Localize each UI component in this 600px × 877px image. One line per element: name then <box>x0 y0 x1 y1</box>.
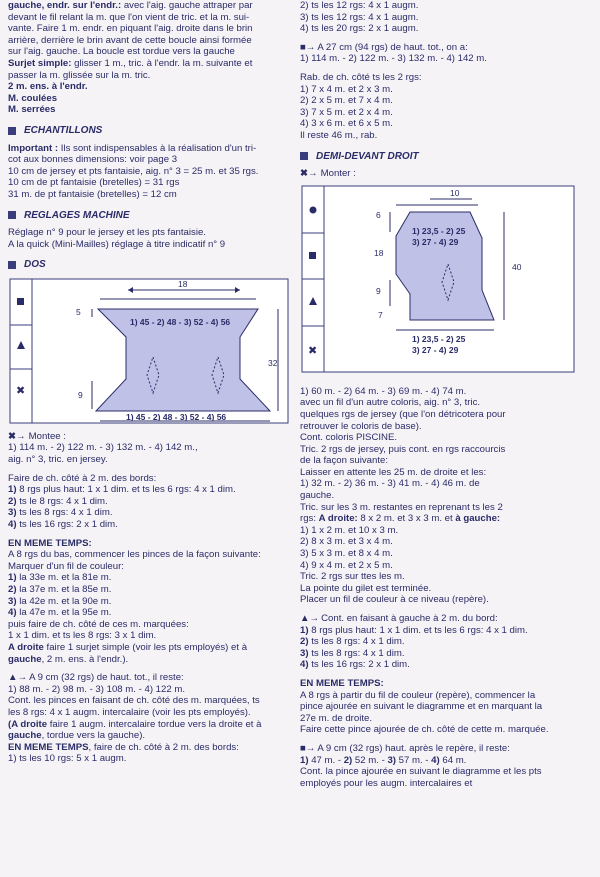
text-line <box>8 642 290 654</box>
bold-text: 2) <box>8 495 17 507</box>
square-marker-icon <box>309 252 316 259</box>
text: 8 x 2 m. et 3 x 3 m. et <box>357 513 456 525</box>
text-line <box>300 536 592 548</box>
demi-left-9: 9 <box>376 285 381 296</box>
arrow-icon: ■→ <box>300 742 316 754</box>
text: A 9 cm (32 rgs) haut. après le repère, il reste: <box>317 742 510 754</box>
text: avec un fil d'un autre coloris, aig. n° 3, tric. <box>300 397 481 409</box>
spacer <box>300 35 592 42</box>
text: 1) 7 x 4 m. et 2 x 3 m. <box>300 83 393 95</box>
section-title: DOS <box>24 259 46 271</box>
text-line <box>300 701 592 713</box>
text: puis faire de ch. côté de ces m. marquées: <box>8 618 189 630</box>
text: 10 cm de jersey et pts fantaisie, aig. n° 3 = 25 m. et 35 rgs. <box>8 165 259 177</box>
spacer <box>300 65 592 72</box>
text-line <box>8 672 290 684</box>
text: Cont. les pinces en faisant de ch. côté des m. marquées, ts <box>8 695 260 707</box>
text-line <box>300 594 592 606</box>
text-line <box>300 571 592 583</box>
spacer <box>8 531 290 538</box>
spacer <box>300 736 592 743</box>
text: 4) ts les 20 rgs: 2 x 1 augm. <box>300 23 419 35</box>
text-line <box>8 549 290 561</box>
square-marker-icon <box>17 298 24 305</box>
demi-devant-instructions <box>300 386 592 790</box>
right-column <box>300 0 592 789</box>
text: , tordue vers la gauche). <box>41 730 146 742</box>
dos-top-width: 18 <box>178 278 188 289</box>
bold-text: Surjet simple: <box>8 57 72 69</box>
text: , faire de ch. côté à 2 m. des bords: <box>88 741 239 753</box>
text: Marquer d'un fil de couleur: <box>8 560 124 572</box>
text-line <box>300 72 592 84</box>
demi-top-label-1: 1) 23,5 - 2) 25 <box>412 225 466 236</box>
text-line <box>300 118 592 130</box>
text-line <box>8 538 290 550</box>
text: avec l'aig. gauche attraper par <box>121 0 253 11</box>
text-line <box>300 0 592 12</box>
text: 1) 114 m. - 2) 122 m. - 3) 132 m. - 4) 142 m. <box>300 53 487 65</box>
text: 1) 32 m. - 2) 36 m. - 3) 41 m. - 4) 46 m. de <box>300 478 480 490</box>
text-line <box>8 454 290 466</box>
text: Rab. de ch. côté ts les 2 rgs: <box>300 71 422 83</box>
bold-text: EN MEME TEMPS: <box>8 537 92 549</box>
dos-diagram <box>8 277 290 425</box>
text-line <box>8 753 290 765</box>
bold-text: 1) <box>300 624 309 636</box>
text: glisser 1 m., tric. à l'endr. la m. suivante et <box>71 57 253 69</box>
text: 3) 5 x 3 m. et 8 x 4 m. <box>300 548 393 560</box>
text-line <box>300 53 592 65</box>
text-line <box>8 730 290 742</box>
text-line <box>8 519 290 531</box>
text-line <box>300 421 592 433</box>
text-line <box>8 177 290 189</box>
text-line <box>300 42 592 54</box>
section-title: REGLAGES MACHINE <box>24 209 130 221</box>
demi-height: 40 <box>512 261 522 272</box>
text-line <box>300 467 592 479</box>
text-line <box>8 619 290 631</box>
text-line <box>8 227 290 239</box>
text: 4) 3 x 6 m. et 6 x 5 m. <box>300 118 393 130</box>
text-line <box>300 636 592 648</box>
text: 3) ts les 12 rgs: 4 x 1 augm. <box>300 11 419 23</box>
bold-text: M. serrées <box>8 104 56 116</box>
dos-height: 32 <box>268 357 278 368</box>
text: 4) 9 x 4 m. et 2 x 5 m. <box>300 559 393 571</box>
text-line <box>8 496 290 508</box>
bold-text: M. coulées <box>8 92 58 104</box>
text: 1 x 1 dim. et ts les 8 rgs: 3 x 1 dim. <box>8 630 157 642</box>
text-line <box>8 584 290 596</box>
text: Cont. en faisant à gauche à 2 m. du bord: <box>321 613 498 624</box>
text: 10 cm de pt fantaisie (bretelles) = 31 rgs <box>8 177 180 189</box>
monter-label: Monter : <box>320 168 356 180</box>
text-line <box>8 507 290 519</box>
demi-left-6: 6 <box>376 209 381 220</box>
arrow-icon: ▲→ <box>8 672 28 684</box>
text-line <box>8 93 290 105</box>
text: la 33e m. et la 81e m. <box>16 572 112 584</box>
bold-text: 2) <box>300 636 309 648</box>
text: A 8 rgs à partir du fil de couleur (repère), commencer la <box>300 689 536 701</box>
dos-instructions <box>8 442 290 764</box>
text: quelques rgs de jersey (que l'on détricotera pour <box>300 408 506 420</box>
bold-text: 2) <box>8 584 17 595</box>
text: Cont. coloris PISCINE. <box>300 432 398 444</box>
text-line <box>300 409 592 421</box>
text: rgs: <box>300 513 319 525</box>
text-line <box>8 23 290 35</box>
text: A 9 cm (32 rgs) de haut. tot., il reste: <box>29 672 184 684</box>
text: faire 1 augm. intercalaire tordue vers la droite et à <box>47 718 262 730</box>
text: aig. n° 3, tric. en jersey. <box>8 454 108 466</box>
text: A 8 rgs du bas, commencer les pinces de la façon suivante: <box>8 549 261 561</box>
monter-line <box>300 168 592 180</box>
demi-bottom-label-1: 1) 23,5 - 2) 25 <box>412 333 466 344</box>
text-line <box>300 678 592 690</box>
text: ts les 8 rgs: 4 x 1 dim. <box>308 636 405 648</box>
text-line <box>8 707 290 719</box>
text-line <box>300 583 592 595</box>
demi-left-18: 18 <box>374 247 384 258</box>
bold-text: 2 m. ens. à l'endr. <box>8 81 88 93</box>
text: ts les 16 rgs: 2 x 1 dim. <box>308 659 410 671</box>
section-demi-devant <box>300 151 592 163</box>
text-line <box>300 84 592 96</box>
dos-bottom-label: 1) 45 - 2) 48 - 3) 52 - 4) 56 <box>126 411 227 422</box>
text-line <box>300 12 592 24</box>
bold-text: 4) <box>8 519 17 531</box>
text-line <box>300 648 592 660</box>
text-line <box>8 189 290 201</box>
text-line <box>300 625 592 637</box>
text-line <box>300 130 592 142</box>
text: Il reste 46 m., rab. <box>300 129 378 141</box>
text: faire 1 surjet simple (voir les pts employés) et à <box>43 641 248 653</box>
arrow-icon: ■→ <box>300 41 316 53</box>
text: Placer un fil de couleur à ce niveau (repère). <box>300 594 489 606</box>
text-line <box>300 766 592 778</box>
bold-text: EN MEME TEMPS: <box>300 677 384 689</box>
text: Réglage n° 9 pour le jersey et les pts fantaisie. <box>8 227 206 239</box>
text-line <box>8 596 290 608</box>
text: 31 m. de pt fantaisie (bretelles) = 12 cm <box>8 188 177 200</box>
bold-text: 3) <box>387 754 396 766</box>
spacer <box>8 665 290 672</box>
text-line <box>300 444 592 456</box>
text-line <box>8 58 290 70</box>
text: 1) 1 x 2 m. et 10 x 3 m. <box>300 524 399 536</box>
text-line <box>300 490 592 502</box>
text: 1) 88 m. - 2) 98 m. - 3) 108 m. - 4) 122 m. <box>8 683 186 695</box>
square-bullet-icon <box>300 152 308 160</box>
text: la 37e m. et la 85e m. <box>16 584 112 595</box>
text-line <box>300 478 592 490</box>
text-line <box>8 695 290 707</box>
demi-top-width: 10 <box>450 187 460 198</box>
text-line <box>8 46 290 58</box>
text-line <box>8 81 290 93</box>
text: Ils sont indispensables à la réalisation d'un tri- <box>58 142 257 154</box>
text-line <box>300 548 592 560</box>
text: la 42e m. et la 90e m. <box>16 595 112 607</box>
text: 2) ts les 12 rgs: 4 x 1 augm. <box>300 0 419 11</box>
bold-text: Important : <box>8 142 59 154</box>
demi-top-label-2: 3) 27 - 4) 29 <box>412 236 459 247</box>
text-line <box>8 742 290 754</box>
text-line <box>300 713 592 725</box>
text: La pointe du gilet est terminée. <box>300 582 432 594</box>
bold-text: à gauche: <box>455 513 501 525</box>
circle-marker-icon <box>310 206 317 213</box>
cross-marker-icon: ✖ <box>16 383 26 397</box>
text-line <box>300 755 592 767</box>
bold-text: A droite <box>8 641 44 653</box>
text-line <box>8 166 290 178</box>
text-line <box>300 613 592 625</box>
text: 1) ts les 10 rgs: 5 x 1 augm. <box>8 753 127 765</box>
section-title: ECHANTILLONS <box>24 124 103 136</box>
text: retrouver le coloris de base). <box>300 420 422 432</box>
text: les 8 rgs: 4 x 1 augm. intercalaire (voir les pts employés). <box>8 706 251 718</box>
text: 47 m. - <box>308 754 344 766</box>
text-line <box>8 143 290 155</box>
text-line <box>300 386 592 398</box>
text-line <box>300 560 592 572</box>
text-line <box>8 70 290 82</box>
text: la 47e m. et la 95e m. <box>16 607 112 619</box>
text: pince ajourée en suivant le diagramme et en marquant la <box>300 701 543 713</box>
text-line <box>300 23 592 35</box>
text: passer la m. glissée sur la m. tric. <box>8 69 151 81</box>
text-line <box>300 107 592 119</box>
text: 64 m. <box>439 754 467 766</box>
spacer <box>300 671 592 678</box>
text-line <box>8 684 290 696</box>
text-line <box>300 743 592 755</box>
bold-text: 3) <box>8 507 17 519</box>
text: ts les 8 rgs: 4 x 1 dim. <box>16 507 113 519</box>
text-line <box>300 397 592 409</box>
reglages-text <box>8 227 290 250</box>
demi-bottom-label-2: 3) 27 - 4) 29 <box>412 344 459 355</box>
text-line <box>300 95 592 107</box>
cross-arrow-icon: ✖→ <box>8 430 26 442</box>
text-line <box>8 35 290 47</box>
text-line <box>8 572 290 584</box>
dos-left-top: 5 <box>76 306 81 317</box>
text-line <box>300 659 592 671</box>
montee-line <box>8 431 290 443</box>
dos-left-bottom: 9 <box>78 389 83 400</box>
demi-devant-diagram <box>300 184 592 380</box>
dos-top-label: 1) 45 - 2) 48 - 3) 52 - 4) 56 <box>130 316 231 327</box>
text-line <box>8 12 290 24</box>
left-column <box>8 0 290 765</box>
stitch-definitions <box>8 0 290 116</box>
text: Faire cette pince ajourée de ch. côté de cette m. marquée. <box>300 724 549 736</box>
text-line <box>8 484 290 496</box>
text: 2) 2 x 5 m. et 7 x 4 m. <box>300 95 393 107</box>
arrow-icon: ▲→ <box>300 613 320 624</box>
text: A la quick (Mini-Mailles) réglage à titre indicatif n° 9 <box>8 238 226 250</box>
text: vante. Faire 1 m. endr. en piquant l'aig. droite dans le brin <box>8 23 253 35</box>
text: ts les 16 rgs: 2 x 1 dim. <box>16 519 118 531</box>
cross-marker-icon: ✖ <box>308 343 318 357</box>
text: 57 m. - <box>395 754 432 766</box>
text: employés pour les augm. intercalaires et <box>300 777 473 789</box>
text: 3) 7 x 5 m. et 2 x 4 m. <box>300 106 393 118</box>
text: Tric. sur les 3 m. restantes en reprenant ts les 2 <box>300 501 503 513</box>
section-dos <box>8 259 290 271</box>
text: de la façon suivante: <box>300 455 389 467</box>
text: A 27 cm (94 rgs) de haut. tot., on a: <box>317 41 468 53</box>
bold-text: 4) <box>8 607 17 619</box>
bold-text: 1) <box>8 572 17 584</box>
text-line <box>300 455 592 467</box>
square-bullet-icon <box>8 127 16 135</box>
bold-text: 2) <box>343 754 353 766</box>
text-line <box>8 607 290 619</box>
text-line <box>300 778 592 790</box>
bold-text: 4) <box>300 659 309 671</box>
text: ts le 8 rgs: 4 x 1 dim. <box>16 495 108 507</box>
text: gauche. <box>300 490 335 502</box>
text-line <box>300 724 592 736</box>
text-line <box>300 432 592 444</box>
bold-text: gauche <box>8 653 42 665</box>
text: 27e m. de droite. <box>300 712 372 724</box>
text: Faire de ch. côté à 2 m. des bords: <box>8 472 157 484</box>
bold-text: 4) <box>431 754 440 766</box>
text-line <box>8 561 290 573</box>
montee-label: Montee : <box>28 430 66 442</box>
text-line <box>8 442 290 454</box>
text: Laisser en attente les 25 m. de droite et les: <box>300 466 487 478</box>
echantillons-text <box>8 143 290 201</box>
text-line <box>300 513 592 525</box>
text: cot aux bonnes dimensions: voir page 3 <box>8 154 178 166</box>
section-title: DEMI-DEVANT DROIT <box>316 150 419 162</box>
text: , 2 m. ens. à l'endr.). <box>41 653 129 665</box>
bold-text: A droite: <box>318 513 358 525</box>
text: Tric. 2 rgs sur ttes les m. <box>300 571 405 583</box>
text: ts les 8 rgs: 4 x 1 dim. <box>308 647 405 659</box>
text-line <box>300 502 592 514</box>
demi-left-7: 7 <box>378 309 383 320</box>
text: devant le fil relant la m. que l'on vient de tric. et la m. sui- <box>8 11 250 23</box>
text: 8 rgs plus haut: 1 x 1 dim. et ts les 6 rgs: 4 x 1 dim. <box>16 484 236 496</box>
bold-text: 3) <box>8 595 17 607</box>
text-line <box>8 654 290 666</box>
bold-text: 3) <box>300 647 309 659</box>
text-line <box>8 239 290 251</box>
text-line <box>8 630 290 642</box>
text: 52 m. - <box>352 754 388 766</box>
text: Cont. la pince ajourée en suivant le diagramme et les pts <box>300 766 542 778</box>
text-line <box>8 154 290 166</box>
square-bullet-icon <box>8 211 16 219</box>
text-line <box>8 104 290 116</box>
cross-arrow-icon: ✖→ <box>300 168 318 180</box>
bold-text: 1) <box>300 754 309 766</box>
text: 1) 114 m. - 2) 122 m. - 3) 132 m. - 4) 142 m., <box>8 442 198 454</box>
bold-text: gauche, endr. sur l'endr.: <box>8 0 122 11</box>
text: 1) 60 m. - 2) 64 m. - 3) 69 m. - 4) 74 m. <box>300 385 467 397</box>
text: 2) 8 x 3 m. et 3 x 4 m. <box>300 536 393 548</box>
text-line <box>8 719 290 731</box>
bold-text: gauche <box>8 730 42 742</box>
section-echantillons <box>8 125 290 137</box>
text: Tric. 2 rgs de jersey, puis cont. en rgs raccourcis <box>300 443 506 455</box>
text: arrière, derrière le brin avant de cette boucle ainsi formée <box>8 34 252 46</box>
dos-continued <box>300 0 592 142</box>
bold-text: (A droite <box>8 718 48 730</box>
text-line <box>8 473 290 485</box>
text-line <box>8 0 290 12</box>
text: 8 rgs plus haut: 1 x 1 dim. et ts les 6 rgs: 4 x 1 dim. <box>308 624 528 636</box>
spacer <box>300 606 592 613</box>
text: sur l'aig. gauche. La boucle est tordue vers la gauche <box>8 46 235 58</box>
bold-text: 1) <box>8 484 17 496</box>
section-reglages <box>8 210 290 222</box>
text-line <box>300 525 592 537</box>
square-bullet-icon <box>8 261 16 269</box>
spacer <box>8 466 290 473</box>
text-line <box>300 690 592 702</box>
bold-text: EN MEME TEMPS <box>8 741 89 753</box>
